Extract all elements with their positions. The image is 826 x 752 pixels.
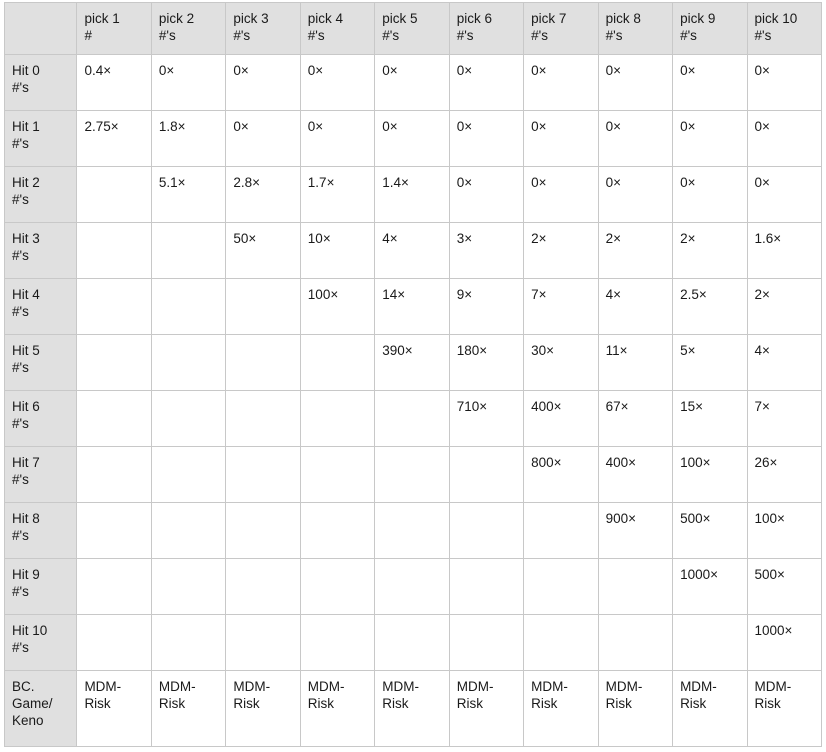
cell-line1: MDM- [307,679,345,694]
column-header-line2: #'s [754,28,772,43]
cell-line2: Risk [307,696,335,711]
cell-line2: Risk [84,696,111,711]
cell: 1.7× [300,167,374,223]
column-header-line2: # [84,28,92,43]
row-header-line2: #'s [12,80,29,95]
column-header-line2: #'s [307,28,325,43]
cell [524,503,598,559]
row-header-line2: #'s [12,528,29,543]
cell [151,447,225,503]
cell: 0× [747,167,821,223]
cell: 26× [747,447,821,503]
cell: 50× [226,223,300,279]
cell-risk [747,671,821,747]
cell: 500× [747,559,821,615]
cell: 5× [673,335,747,391]
table-row [5,391,822,447]
cell: 2.5× [673,279,747,335]
row-header-line1: Hit 9 [12,567,40,582]
cell-risk [77,671,151,747]
cell [300,447,374,503]
row-header-line2: #'s [12,584,29,599]
row-header-hit-8 [5,503,77,559]
cell [151,223,225,279]
cell [151,391,225,447]
cell: 1.4× [375,167,449,223]
cell [151,615,225,671]
table-row [5,335,822,391]
cell [226,335,300,391]
cell [300,503,374,559]
cell [524,559,598,615]
table-row [5,223,822,279]
row-header-line1: BC. [12,679,35,694]
cell: 0× [449,167,523,223]
column-header-line2: #'s [680,28,697,43]
row-header-line1: Hit 8 [12,511,40,526]
column-header-line2: #'s [233,28,251,43]
cell: 2× [673,223,747,279]
cell [524,615,598,671]
cell [77,223,151,279]
cell-line2: Risk [754,696,781,711]
column-header-line1: pick 4 [307,11,344,26]
row-header-line2: #'s [12,192,29,207]
row-header-line1: Hit 4 [12,287,40,302]
row-header-line2: #'s [12,248,29,263]
table-row [5,615,822,671]
cell: 4× [375,223,449,279]
cell [449,615,523,671]
cell [598,559,672,615]
cell [673,615,747,671]
cell [375,391,449,447]
cell: 2.75× [77,111,151,167]
table-row [5,447,822,503]
cell [300,615,374,671]
cell-line2: Risk [158,696,186,711]
cell: 0× [375,55,449,111]
cell: 11× [598,335,672,391]
cell: 2.8× [226,167,300,223]
cell-line2: Risk [531,696,558,711]
cell: 0× [747,55,821,111]
column-header-pick-5 [375,3,449,55]
cell: 0× [300,111,374,167]
table-row [5,279,822,335]
cell: 1000× [747,615,821,671]
cell [375,503,449,559]
cell: 0.4× [77,55,151,111]
row-header-hit-3 [5,223,77,279]
cell-risk [524,671,598,747]
column-header-line1: pick 9 [680,11,716,26]
cell: 0× [673,167,747,223]
column-header-pick-4 [300,3,374,55]
column-header-line1: pick 6 [456,11,492,26]
cell: 0× [598,55,672,111]
cell-risk [226,671,300,747]
cell: 100× [300,279,374,335]
cell-risk [673,671,747,747]
row-header-hit-10 [5,615,77,671]
corner-cell [5,3,77,55]
table-row [5,559,822,615]
cell-line1: MDM- [158,679,196,694]
cell [449,559,523,615]
cell [449,503,523,559]
cell: 0× [226,55,300,111]
column-header-line1: pick 5 [382,11,418,26]
cell: 0× [449,111,523,167]
cell: 800× [524,447,598,503]
cell: 0× [449,55,523,111]
table-body [5,55,822,747]
cell: 1.6× [747,223,821,279]
row-header-line2: #'s [12,136,29,151]
cell [151,335,225,391]
cell: 180× [449,335,523,391]
cell: 5.1× [151,167,225,223]
row-header-line1: Hit 10 [12,623,48,638]
column-header-line2: #'s [158,28,176,43]
cell: 0× [524,111,598,167]
cell-risk [598,671,672,747]
cell-risk [375,671,449,747]
column-header-pick-6 [449,3,523,55]
cell: 100× [747,503,821,559]
table-row [5,167,822,223]
row-header-hit-5 [5,335,77,391]
cell-line1: MDM- [382,679,419,694]
cell: 2× [747,279,821,335]
cell: 0× [226,111,300,167]
row-header-line1: Hit 5 [12,343,40,358]
table-row [5,111,822,167]
cell: 100× [673,447,747,503]
cell [226,559,300,615]
cell [226,279,300,335]
cell: 400× [598,447,672,503]
row-header-line1: Hit 6 [12,399,40,414]
table-row [5,503,822,559]
cell: 0× [673,55,747,111]
column-header-pick-1 [77,3,151,55]
cell: 500× [673,503,747,559]
column-header-line2: #'s [531,28,548,43]
cell: 7× [747,391,821,447]
row-header-hit-6 [5,391,77,447]
row-header-line2: #'s [12,304,29,319]
row-header-line1: Hit 1 [12,119,40,134]
cell: 7× [524,279,598,335]
cell [77,391,151,447]
column-header-line1: pick 3 [233,11,269,26]
column-header-pick-8 [598,3,672,55]
cell [226,391,300,447]
row-header-line1: Hit 0 [12,63,40,78]
cell-line1: MDM- [531,679,568,694]
cell [77,447,151,503]
cell [598,615,672,671]
row-header-hit-4 [5,279,77,335]
table-footer-row [5,671,822,747]
cell: 67× [598,391,672,447]
keno-payout-table [4,2,822,747]
cell: 0× [300,55,374,111]
cell [375,447,449,503]
cell: 0× [673,111,747,167]
cell [77,559,151,615]
cell: 1.8× [151,111,225,167]
cell-line1: MDM- [456,679,494,694]
cell-line1: MDM- [680,679,717,694]
cell: 1000× [673,559,747,615]
column-header-line1: pick 1 [84,11,120,26]
cell-risk [151,671,225,747]
cell [226,447,300,503]
cell [77,335,151,391]
row-header-hit-0 [5,55,77,111]
keno-payout-table-wrapper [0,2,826,747]
row-header-source [5,671,77,747]
cell-risk [449,671,523,747]
cell-line2: Risk [233,696,260,711]
cell: 10× [300,223,374,279]
cell: 0× [747,111,821,167]
cell: 0× [375,111,449,167]
column-header-line2: #'s [605,28,623,43]
cell: 2× [524,223,598,279]
cell-line2: Risk [456,696,483,711]
row-header-hit-2 [5,167,77,223]
cell: 4× [747,335,821,391]
cell: 14× [375,279,449,335]
cell: 4× [598,279,672,335]
cell [300,391,374,447]
column-header-pick-10 [747,3,821,55]
cell: 900× [598,503,672,559]
row-header-line2: #'s [12,472,29,487]
cell: 30× [524,335,598,391]
cell-line1: MDM- [605,679,643,694]
row-header-line3: Keno [12,713,44,728]
row-header-line2: #'s [12,416,29,431]
cell: 15× [673,391,747,447]
cell [300,335,374,391]
cell: 3× [449,223,523,279]
row-header-line1: Hit 3 [12,231,40,246]
cell-line1: MDM- [84,679,122,694]
row-header-line2: #'s [12,640,29,655]
cell: 0× [151,55,225,111]
cell: 0× [524,55,598,111]
cell: 9× [449,279,523,335]
column-header-line1: pick 10 [754,11,798,26]
cell-line2: Risk [680,696,707,711]
cell-line1: MDM- [233,679,271,694]
column-header-line2: #'s [456,28,474,43]
cell: 0× [524,167,598,223]
cell-risk [300,671,374,747]
cell [449,447,523,503]
row-header-line2: #'s [12,360,29,375]
row-header-hit-1 [5,111,77,167]
row-header-hit-7 [5,447,77,503]
column-header-pick-7 [524,3,598,55]
row-header-line2: Game/ [12,696,53,711]
column-header-line1: pick 2 [158,11,195,26]
cell [77,503,151,559]
table-header [5,3,822,55]
column-header-pick-3 [226,3,300,55]
column-header-pick-9 [673,3,747,55]
cell: 390× [375,335,449,391]
column-header-line1: pick 7 [531,11,567,26]
cell: 710× [449,391,523,447]
table-row [5,55,822,111]
cell [226,615,300,671]
cell-line2: Risk [605,696,632,711]
cell [77,615,151,671]
row-header-line1: Hit 2 [12,175,40,190]
cell: 0× [598,167,672,223]
cell-line2: Risk [382,696,409,711]
cell: 0× [598,111,672,167]
column-header-line2: #'s [382,28,400,43]
cell [375,615,449,671]
column-header-pick-2 [151,3,225,55]
cell [375,559,449,615]
cell [151,559,225,615]
cell [151,279,225,335]
row-header-line1: Hit 7 [12,455,40,470]
cell: 2× [598,223,672,279]
column-header-line1: pick 8 [605,11,641,26]
cell-line1: MDM- [754,679,792,694]
cell [77,167,151,223]
cell [226,503,300,559]
cell [77,279,151,335]
header-row [5,3,822,55]
row-header-hit-9 [5,559,77,615]
cell [151,503,225,559]
cell [300,559,374,615]
cell: 400× [524,391,598,447]
